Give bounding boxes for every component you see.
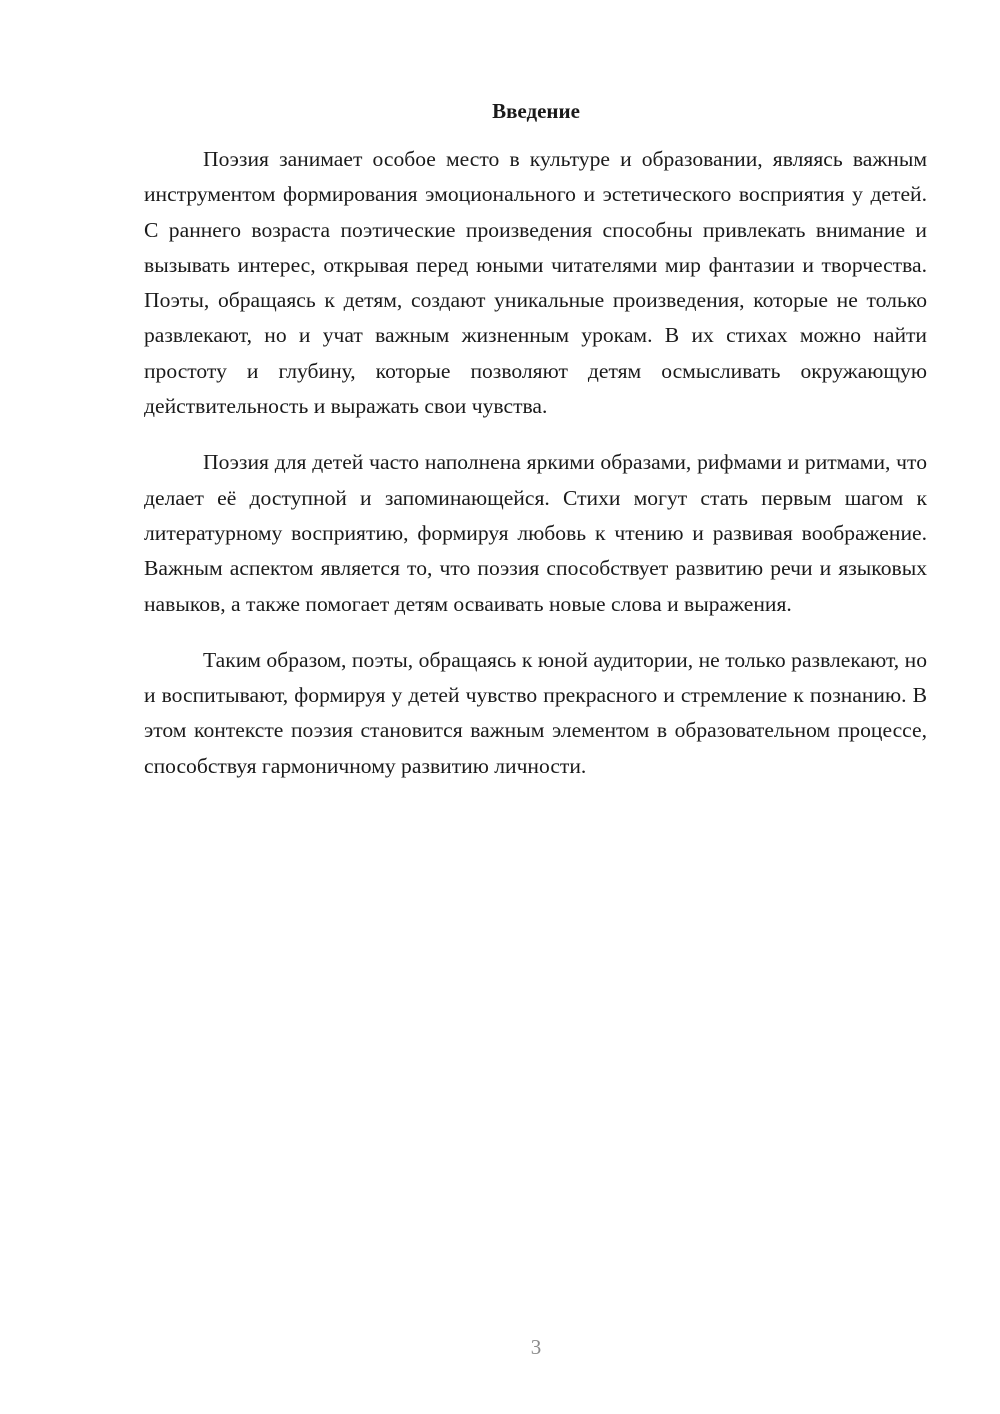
body-text: [144, 142, 927, 784]
paragraph-1: Поэзия занимает особое место в культуре и образовании, являясь важным инструментом формирования эмоционального и эстетического восприятия у детей. С раннего возраста поэтические произведения способны привлекать внимание и вызывать интерес, открывая перед юными читателями мир фантазии и творчества. Поэты, обращаясь к детям, создают уникальные произведения, которые не только развлекают, но и учат важным жизненным урокам. В их стихах можно найти простоту и глубину, которые позволяют детям осмысливать окружающую действительность и выражать свои чувства.: [144, 147, 927, 419]
paragraph-3: Таким образом, поэты, обращаясь к юной аудитории, не только развлекают, но и воспитывают, формируя у детей чувство прекрасного и стремление к познанию. В этом контексте поэзия становится важным элементом в образовательном процессе, способствуя гармоничному развитию личности.: [144, 647, 927, 778]
section-title: Введение: [492, 99, 580, 123]
paragraph-2: Поэзия для детей часто наполнена яркими образами, рифмами и ритмами, что делает её доступной и запоминающейся. Стихи могут стать первым шагом к литературному восприятию, формируя любовь к чтению и развивая воображение. Важным аспектом является то, что поэзия способствует развитию речи и языковых навыков, а также помогает детям осваивать новые слова и выражения.: [144, 450, 927, 616]
page-number: 3: [530, 1335, 542, 1359]
